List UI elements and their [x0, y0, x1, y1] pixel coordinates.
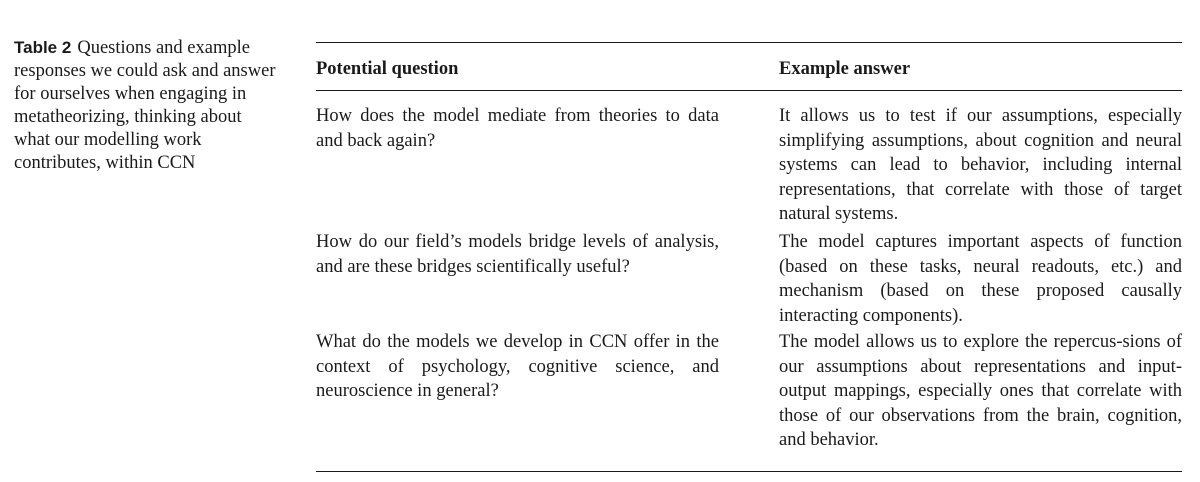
row-question: How do our field’s models bridge levels of analysis, and are these bridges scientifically useful? — [316, 232, 719, 277]
table-body — [316, 91, 1182, 471]
row-question: What do the models we develop in CCN offer in the context of psychology, cognitive science, and neuroscience in general? — [316, 332, 719, 401]
header-example-answer: Example answer — [779, 59, 911, 79]
table-label: Table 2 — [14, 38, 72, 57]
caption-text: Questions and example responses we could ask and answer for ourselves when engaging in metatheorizing, thinking about what our modelling work contributes, within CCN — [14, 38, 276, 173]
row-answer: The model allows us to explore the repercus-sions of our assumptions about representations and input-output mappings, especially ones that correlate with those of our observations from the brain, cognition, and behavior. — [779, 332, 1182, 450]
table-row — [316, 230, 1182, 330]
table-bottom-rule — [316, 471, 1182, 472]
table-row — [316, 104, 1182, 230]
table-row — [316, 330, 1182, 471]
row-answer: It allows us to test if our assumptions, especially simplifying assumptions, about cognition and neural systems can lead to behavior, including internal representations, that correlate with those of target natural systems. — [779, 106, 1182, 224]
row-question: How does the model mediate from theories to data and back again? — [316, 106, 719, 151]
header-potential-question: Potential question — [316, 59, 459, 79]
table — [316, 42, 1182, 472]
table-caption — [14, 36, 276, 175]
table-header-row — [316, 43, 1182, 90]
row-answer: The model captures important aspects of function (based on these tasks, neural readouts, etc.) and mechanism (based on these proposed causally interacting components). — [779, 232, 1182, 326]
